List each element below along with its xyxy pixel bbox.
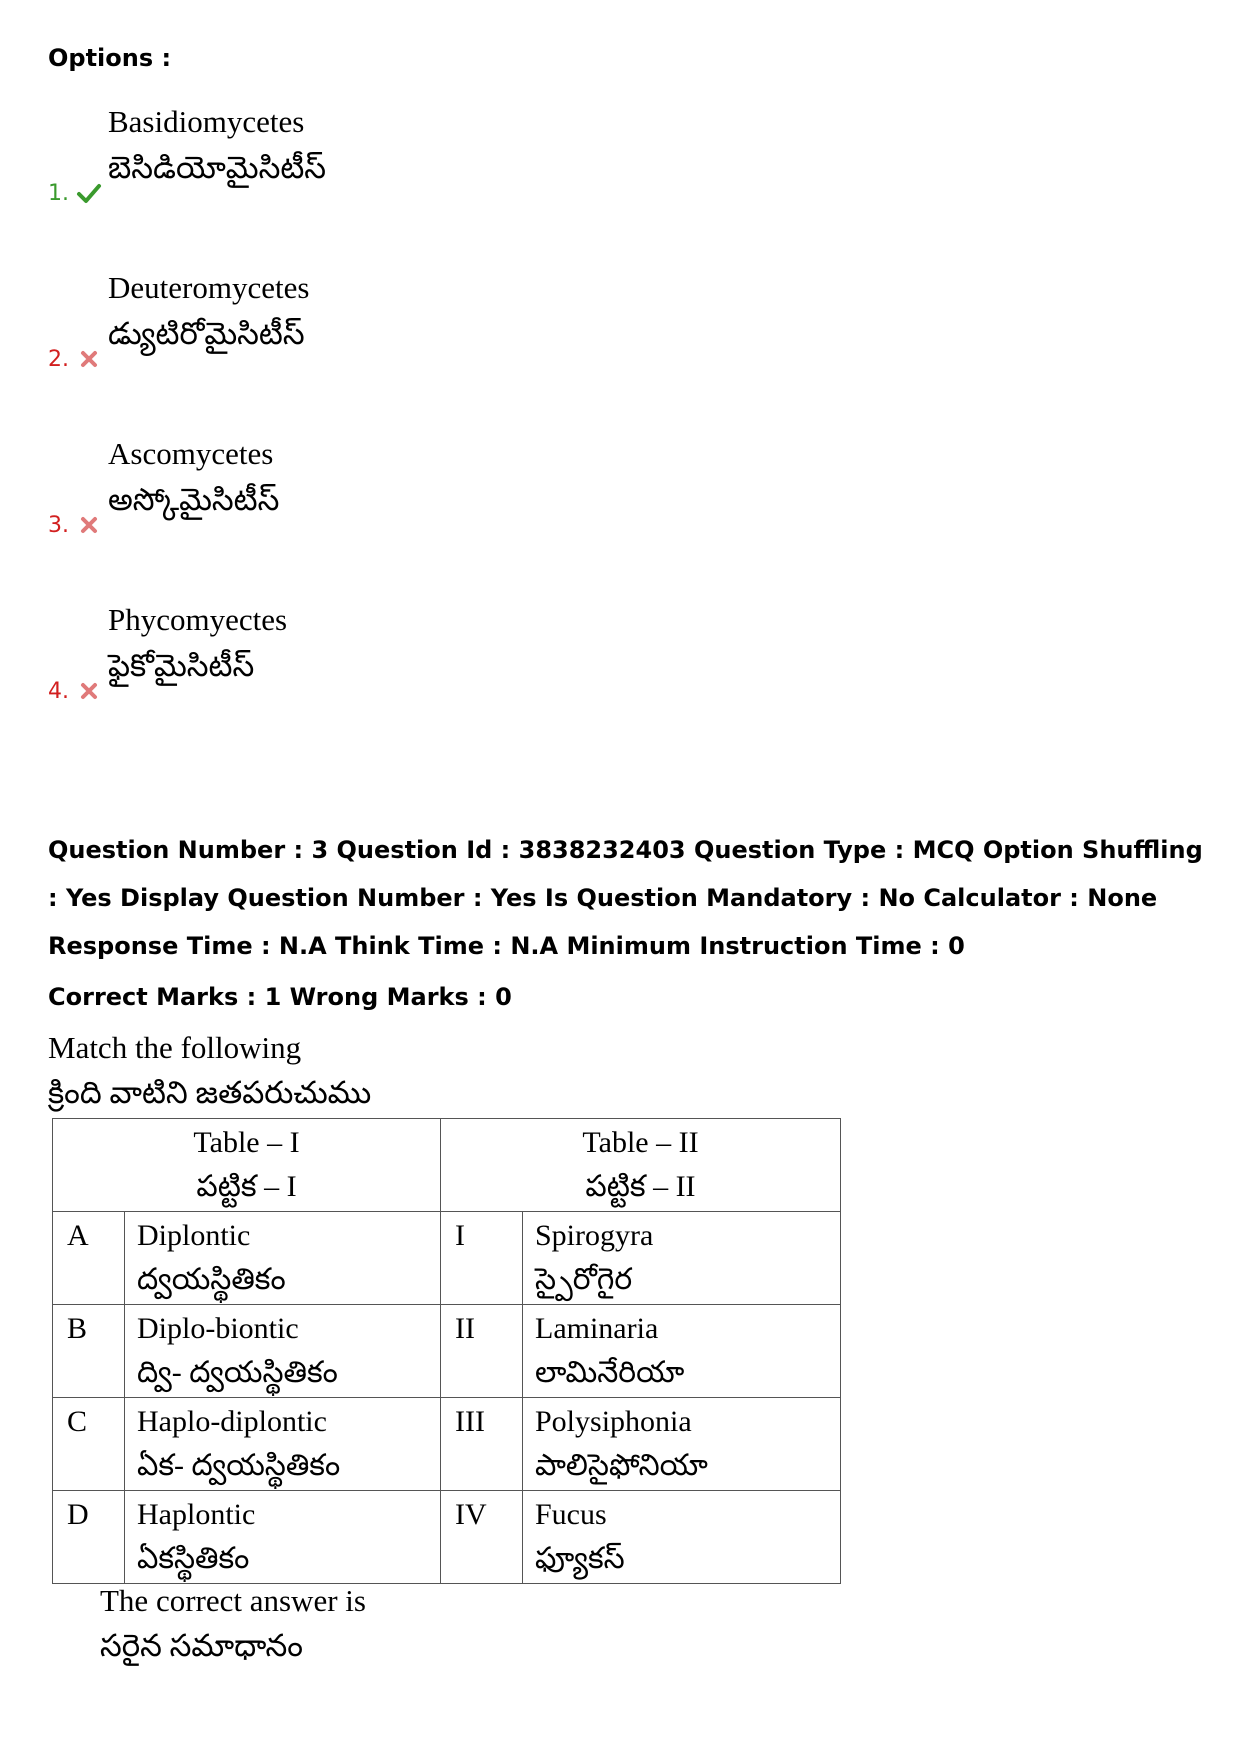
table-header-row [53, 1119, 841, 1212]
cross-icon [76, 512, 102, 538]
option-number: 2. [48, 347, 69, 372]
option-text-te: డ్యుటిరోమైసిటీస్ [108, 316, 305, 351]
right-en: Polysiphonia [535, 1405, 692, 1438]
table-row [53, 1491, 841, 1584]
header-right-en: Table – II [582, 1126, 699, 1159]
table-row [53, 1305, 841, 1398]
option-1 [48, 104, 748, 214]
option-number: 4. [48, 679, 69, 704]
right-en: Fucus [535, 1498, 607, 1531]
option-number: 3. [48, 513, 69, 538]
left-en: Haplontic [137, 1498, 256, 1531]
right-en: Spirogyra [535, 1219, 654, 1252]
left-key: B [53, 1305, 125, 1398]
right-te: పాలిసైఫోనియా [535, 1449, 708, 1482]
option-2 [48, 270, 748, 380]
marks-line: Correct Marks : 1 Wrong Marks : 0 [48, 983, 512, 1011]
right-te: స్పైరోగైర [535, 1263, 633, 1296]
table-header-left [53, 1119, 441, 1212]
question-meta: Question Number : 3 Question Id : 3838232403 Question Type : MCQ Option Shuffling : Yes Display Question Number : Yes Is Question Mandatory : No Calculator : None Response Time : N.A Think Time : N.A Minimum Instruction Time : 0 [48, 836, 1203, 960]
table-row [53, 1398, 841, 1491]
header-left-te: పట్టిక – I [196, 1170, 297, 1203]
question-title-en: Match the following [48, 1030, 302, 1065]
left-te: ఏకస్థితికం [137, 1542, 250, 1575]
right-key: III [441, 1398, 523, 1491]
option-text-en: Deuteromycetes [108, 270, 310, 305]
left-cell [125, 1398, 441, 1491]
left-cell [125, 1305, 441, 1398]
left-cell [125, 1491, 441, 1584]
right-cell [523, 1398, 841, 1491]
option-text-en: Basidiomycetes [108, 104, 305, 139]
right-key: I [441, 1212, 523, 1305]
answer-prompt-en: The correct answer is [100, 1583, 366, 1618]
option-number: 1. [48, 181, 69, 206]
left-key: C [53, 1398, 125, 1491]
match-table [52, 1118, 841, 1584]
left-cell [125, 1212, 441, 1305]
cross-icon [76, 678, 102, 704]
right-key: IV [441, 1491, 523, 1584]
right-cell [523, 1305, 841, 1398]
right-cell [523, 1212, 841, 1305]
left-key: A [53, 1212, 125, 1305]
left-key: D [53, 1491, 125, 1584]
table-header-right [441, 1119, 841, 1212]
right-cell [523, 1491, 841, 1584]
option-3 [48, 436, 748, 546]
left-en: Diplontic [137, 1219, 251, 1252]
left-en: Haplo-diplontic [137, 1405, 327, 1438]
option-text-te: బెసిడియోమైసిటీస్ [108, 150, 327, 185]
left-en: Diplo-biontic [137, 1312, 299, 1345]
header-right-te: పట్టిక – II [585, 1170, 696, 1203]
options-heading: Options : [48, 44, 172, 72]
table-row [53, 1212, 841, 1305]
right-key: II [441, 1305, 523, 1398]
right-en: Laminaria [535, 1312, 659, 1345]
left-te: ద్వయస్థితికం [137, 1263, 286, 1296]
header-left-en: Table – I [193, 1126, 300, 1159]
right-te: లామినేరియా [535, 1356, 685, 1389]
option-text-te: అస్కోమైసిటీస్ [108, 482, 280, 517]
check-icon [76, 180, 102, 206]
right-te: ఫ్యూకస్ [535, 1542, 625, 1575]
question-title-te: క్రింది వాటిని జతపరుచుము [48, 1075, 372, 1110]
option-4 [48, 602, 748, 712]
option-text-en: Ascomycetes [108, 436, 274, 471]
answer-prompt-te: సరైన సమాధానం [100, 1628, 303, 1663]
cross-icon [76, 346, 102, 372]
option-text-en: Phycomyectes [108, 602, 288, 637]
left-te: ఏక- ద్వయస్థితికం [137, 1449, 341, 1482]
option-text-te: ఫైకోమైసిటీస్ [108, 648, 255, 683]
left-te: ద్వి- ద్వయస్థితికం [137, 1356, 338, 1389]
